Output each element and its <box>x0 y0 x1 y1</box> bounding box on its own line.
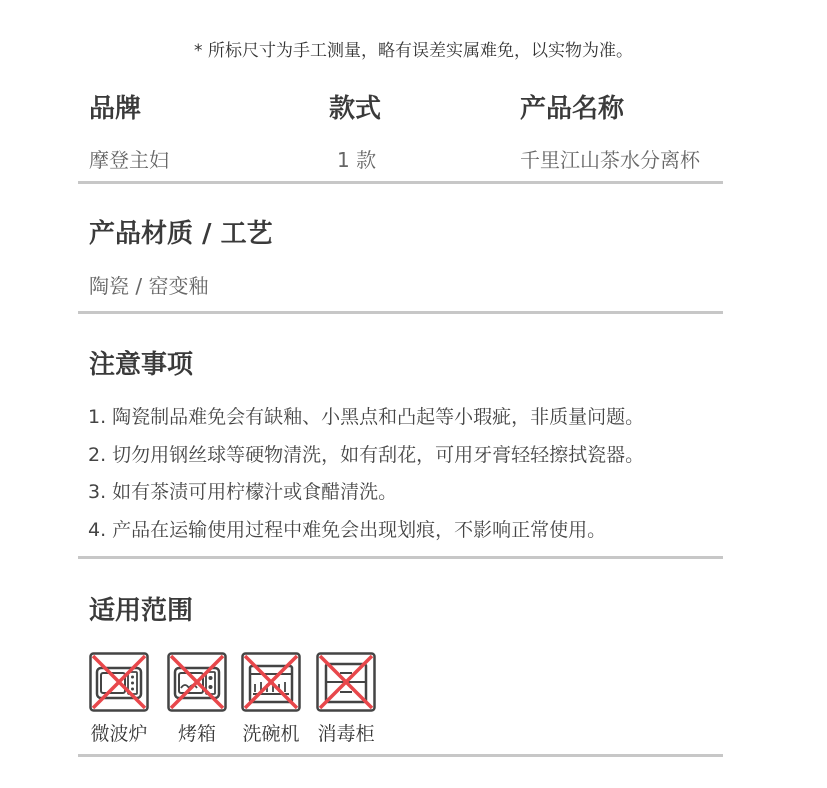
product-name-label: 产品名称 <box>520 94 625 124</box>
microwave-prohibited-icon <box>89 652 149 712</box>
material-label: 产品材质 / 工艺 <box>89 219 273 249</box>
microwave-label: 微波炉 <box>90 723 148 745</box>
product-name-value: 千里江山茶水分离杯 <box>520 148 700 172</box>
material-value: 陶瓷 / 窑变釉 <box>89 274 209 298</box>
notice-item: 2. 切勿用钢丝球等硬物清洗，如有刮花，可用牙膏轻轻擦拭瓷器。 <box>88 444 645 466</box>
divider <box>78 754 723 757</box>
style-value: 1 款 <box>337 148 377 172</box>
brand-value: 摩登主妇 <box>89 148 169 172</box>
sterilizer-prohibited-icon <box>316 652 376 712</box>
oven-label: 烤箱 <box>177 723 216 745</box>
divider <box>78 181 723 184</box>
divider <box>78 556 723 559</box>
measurement-note: * 所标尺寸为手工测量，略有误差实属难免，以实物为准。 <box>194 41 633 61</box>
dishwasher-label: 洗碗机 <box>242 723 300 745</box>
dishwasher-prohibited-icon <box>241 652 301 712</box>
brand-label: 品牌 <box>89 94 142 124</box>
style-label: 款式 <box>329 94 382 124</box>
sterilizer-label: 消毒柜 <box>317 723 375 745</box>
notice-label: 注意事项 <box>89 350 194 380</box>
divider <box>78 311 723 314</box>
notice-item: 1. 陶瓷制品难免会有缺釉、小黑点和凸起等小瑕疵，非质量问题。 <box>88 406 645 428</box>
usage-label: 适用范围 <box>89 596 194 626</box>
notice-item: 4. 产品在运输使用过程中难免会出现划痕，不影响正常使用。 <box>88 519 607 541</box>
notice-item: 3. 如有茶渍可用柠檬汁或食醋清洗。 <box>88 481 398 503</box>
oven-prohibited-icon <box>167 652 227 712</box>
